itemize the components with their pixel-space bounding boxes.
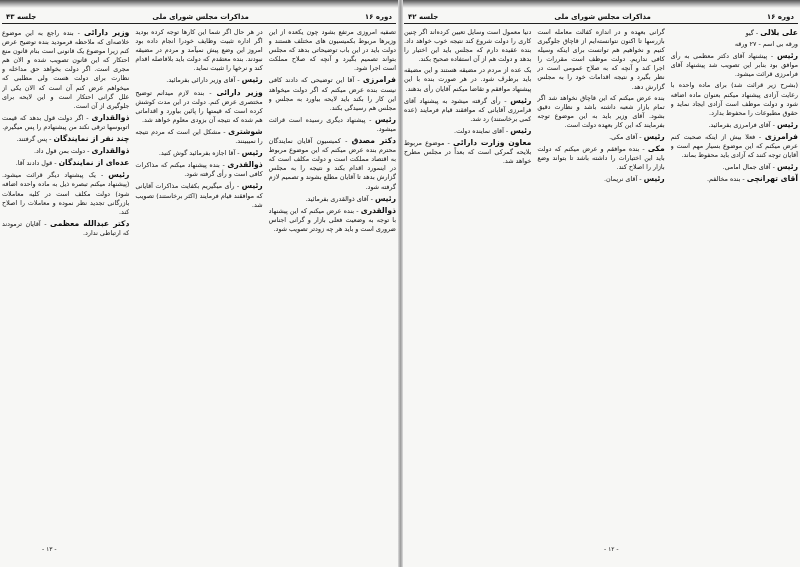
paragraph [135,88,262,125]
paragraph-text: - یک پیشنهاد دیگر قرائت میشود. (پیشنهاد میکنم تبصره ذیل به ماده واحده اضافه شود) دولت مکلف است در کلیه معاملات بازرگانی تجدید نظر نموده و معاملات را اصلاح کند. [2,171,130,216]
paragraph [537,144,664,172]
paragraph [135,160,262,179]
paragraph-text: - آقای فرامرزی بفرمائید. [708,120,775,129]
paragraph-text: - رأی گرفته میشود به پیشنهاد آقای فرامرزی آقایانی که موافقند قیام فرمایند (عده کمی برخاستند) رد شد. [404,96,532,123]
text-columns [2,28,396,539]
header-meeting: جلسه ۴۳ [6,12,37,21]
paragraph-text: در هر حال اگر شما این کارها توجه کرده بودید اگر اداره تثبیت وظایف خودرا انجام داده بود امروز این وضع پیش نمیآمد و مردم در مضیقه نبودند. بنده معتقدم که دولت باید بلافاصله اقدام کند و نرخها را تثبیت نماید. [135,28,263,73]
paragraph-text: - پیشنهاد دیگری رسیده است قرائت میشود. [268,115,396,133]
speaker-name: مکی [647,144,665,154]
paragraph-text: - اگر دولت قول بدهد که قیمت اتوبوسها ترقی نکند من پیشنهادم را پس میگیرم. [2,113,130,131]
paragraph [2,170,129,216]
paragraph-text: - بنده لازم میدانم توضیح مختصری عرض کنم. دولت در این مدت کوشش کرده است که قیمتها را پائین بیاورد و اقداماتی هم شده که نتیجه آن بزودی معلوم خواهد شد. [135,88,263,124]
page-fold [398,0,403,567]
paragraph [135,28,262,73]
speaker-name: رئیس [241,75,263,85]
paragraph [269,115,396,134]
paragraph-text: - گیو [745,29,759,37]
paragraph [135,148,262,158]
paragraph [2,134,129,144]
paragraph-text: - آقای جمال امامی. [722,163,775,172]
speaker-name: رئیس [776,119,798,129]
text-column [269,28,396,539]
text-column [135,28,262,539]
paragraph [404,126,531,136]
paragraph-text: - بنده موافقم و عرض میکنم که دولت باید این اختیارات را داشته باشد تا بتواند وضع بازار را اصلاح کند. [537,145,665,172]
speaker-name: علی بلالی [760,28,798,37]
speaker-name: فرامرزی [764,131,798,141]
paragraph [135,127,262,146]
speaker-name: وزیر دارائی [216,87,263,97]
paragraph-text: - کمیسیون آقایان نمایندگان محترم بنده عرض میکنم که این موضوع مربوط به اقتصاد مملکت است و دولت مکلف است که در اینمورد اقدام بکند و نتیجه را به مجلس گزارش بدهد تا آقایان مطلع بشوند و تصمیم لازم گرفته شود. [268,137,396,191]
speaker-name: رئیس [776,51,798,61]
paragraph [404,66,531,93]
paragraph [671,28,798,38]
paragraph-text: تصفیه امروزی مرتفع بشود چون یکعده از این وزیرها مربوط بکمیسیون های مختلف هستند و دولت باید در این باب توضیحاتی بدهد که مجلس بتواند تصمیم بگیرد و آنچه که صلاح مملکت است اجرا شود. [268,28,396,73]
paragraph [537,94,664,130]
paragraph-text: - آقای وزیر دارائی بفرمائید. [166,76,240,85]
paragraph-text: گرانی بعهده و در اندازه کفالت معامله است بازرسها تا اکنون نتوانسته‌ایم از قاچاق جلوگیری کنیم و نخواهیم هم توانست برای اینکه وسیله کافی نداریم. دولت موظف است مقررات را اجرا کند و آنچه که به صلاح عمومی است در نظر بگیرد و نتیجه اقدامات خود را به مجلس گزارش دهد. [537,28,665,91]
paragraph-text: - بنده پیشنهاد میکنم که مذاکرات کافی است و رأی گرفته شود. [135,161,263,179]
paragraph-text: - مشکل این است که مردم نتیجه را نمیبینند. [135,127,263,146]
paragraph [135,181,262,209]
paragraph [135,75,262,85]
paragraph-text: - آقا اجازه بفرمائید گوش کنید. [158,149,240,158]
paragraph-text: یک عده از مردم در مضیقه هستند و این مضیقه باید برطرف شود. در هر صورت بنده با این پیشنهاد موافقم و تقاضا میکنم آقایان رأی بدهند. [404,66,532,93]
paragraph [671,40,798,49]
speaker-name: ذوالقدری [227,160,263,170]
header-title: مذاکرات مجلس شورای ملی [554,12,651,21]
paragraph-text: - آقایان ترمودند که ارتباطی ندارد. [2,219,130,237]
paragraph-text: - آقا این توضیحی که دادند کافی نیست بنده عرض میکنم که اگر دولت میخواهد این کار را بکند باید لایحه بیاورد به مجلس و مجلس هم رسیدگی بکند. [268,76,396,112]
paragraph-text: - قول دادند آقا. [15,159,57,168]
paragraph [2,219,129,238]
paragraph-text: - آقای مکی. [609,133,642,142]
text-column [2,28,129,539]
paragraph-text: - آقای ذوالقدری بفرمائید. [305,194,373,203]
right-page [404,8,798,553]
paragraph-text: بنده عرض میکنم که این قاچاق نخواهد شد اگر تمام بازار شعبه داشته باشد و نظارت دقیق بشود. آقای وزیر باید به این موضوع توجه بفرمایند که این کار بعهده دولت است. [537,93,665,129]
speaker-name: آقای تهرانچی [746,174,798,184]
paragraph [269,206,396,234]
header-session: دوره ۱۶ [364,12,392,21]
paragraph [404,138,531,166]
paragraph [671,81,798,117]
speaker-name: رئیس [510,125,532,135]
speaker-name: رئیس [108,170,130,180]
speaker-name: رئیس [643,174,665,184]
paragraph-text: دنیا معمول است وسایل تعیین کرده‌اند اگر چنین کاری را دولت شروع کند نتیجه خوب خواهد داد. بنده عقیده دارم که مجلس باید این اختیار را بدهد و دولت هم از آن استفاده صحیح بکند. [404,28,532,64]
speaker-name: رئیس [241,181,263,191]
left-page [2,8,396,553]
speaker-name: چند نفر از نمایندگان [53,134,130,144]
paragraph-text: - آقای نماینده دولت. [454,126,509,135]
paragraph-text: - آقای نریمان. [603,175,642,184]
paragraph-text: - بنده مخالفم. [706,175,745,184]
paragraph [671,132,798,160]
paragraph [269,75,396,112]
speaker-name: ذوالقدری [360,205,396,215]
text-column [537,28,664,539]
text-column [404,28,531,539]
header-session: دوره ۱۶ [766,12,794,21]
speaker-name: ذوالقداری [91,112,130,122]
speaker-name: وزیر دارائی [84,28,130,37]
header-title: مذاکرات مجلس شورای ملی [152,12,249,21]
speaker-name: شوشتری [228,126,263,136]
paragraph-text: (بشرح زیر قرائت شد) برای ماده واحده با رعایت آزادی پیشنهاد میکنم بعنوان ماده اضافه شود و دولت موظف است آزادی ایجاد نماید و حقوق مطبوعات را محفوظ بدارد. [670,81,798,117]
text-column [671,28,798,539]
paragraph [537,132,664,142]
paragraph [2,158,129,168]
speaker-name: معاون وزارت دارائی [453,138,532,148]
paragraph [2,28,129,111]
paragraph-text: - موضوع مربوط بلایحه گمرکی است که بعداً در مجلس مطرح خواهد شد. [404,139,532,166]
paragraph [537,174,664,184]
paragraph-text: - پس گرفتند. [16,135,52,144]
header-meeting: جلسه ۴۲ [408,12,439,21]
paragraph [671,120,798,130]
speaker-name: رئیس [776,162,798,172]
paragraph [2,146,129,156]
paragraph-text: - دولت بمن قول داد. [34,147,90,156]
speaker-name: فرامرزی [362,75,396,85]
speaker-name: رئیس [241,148,263,158]
paragraph-text: - فعلا بیش از اینکه صحبت کنم عرض میکنم که این موضوع بسیار مهم است و آقایان توجه کنند که آزادی باید محفوظ بماند. [670,132,798,160]
speaker-name: ذوالقداری [91,146,130,156]
paragraph [404,28,531,64]
paragraph [2,113,129,132]
text-columns [404,28,798,539]
paragraph [537,28,664,92]
page-header [404,10,798,24]
paragraph-text: - رأی میگیریم بکفایت مذاکرات آقایانی که موافقند قیام فرمایند (اکثر برخاستند) تصویب شد. [135,182,263,209]
page-number: - ۱۲ - [604,546,619,553]
paragraph-text: ورقه بی اسم - ۲۷ ورقه [734,40,798,49]
page-number: - ۱۳ - [42,546,57,553]
paragraph-text: - بنده راجع به این موضوع خلاصه‌ای که ملاحظه فرمودید بنده توضیح عرض کنم زیرا موضوع یک قانونی است بنام قانون منع احتکار که این قانون تصویب شده و الان هم مجری است. اگر دولت بخواهد حق مداخله و نظارت برای دولت هست ولی مطلبی که میخواهم عرض کنم آن است که الان یکی از علل گرانی احتکار است و این لایحه برای جلوگیری از آن است. [2,29,130,110]
speaker-name: دکتر مصدق [351,136,396,146]
speaker-name: رئیس [374,114,396,124]
paragraph [269,194,396,204]
paragraph-text: - پیشنهاد آقای دکتر معظمی به رأی موافق بود بنابر این تصویب شد پیشنهاد آقای فرامرزی قرائت میشود. [670,52,798,79]
speaker-name: عده‌ای از نمایندگان [58,158,130,168]
paragraph [671,162,798,172]
paragraph-text: - بنده عرض میکنم که این پیشنهاد با توجه به وضعیت فعلی بازار و گرانی اجناس ضروری است و باید هر چه زودتر تصویب شود. [268,206,396,233]
speaker-name: رئیس [510,95,532,105]
paragraph [269,28,396,73]
speaker-name: رئیس [374,193,396,203]
paragraph [404,96,531,124]
paragraph [269,136,396,192]
speaker-name: رئیس [643,132,665,142]
speaker-name: دکتر عبدالله معظمی [50,218,130,228]
page-header [2,10,396,24]
paragraph [671,51,798,79]
paragraph [671,174,798,184]
